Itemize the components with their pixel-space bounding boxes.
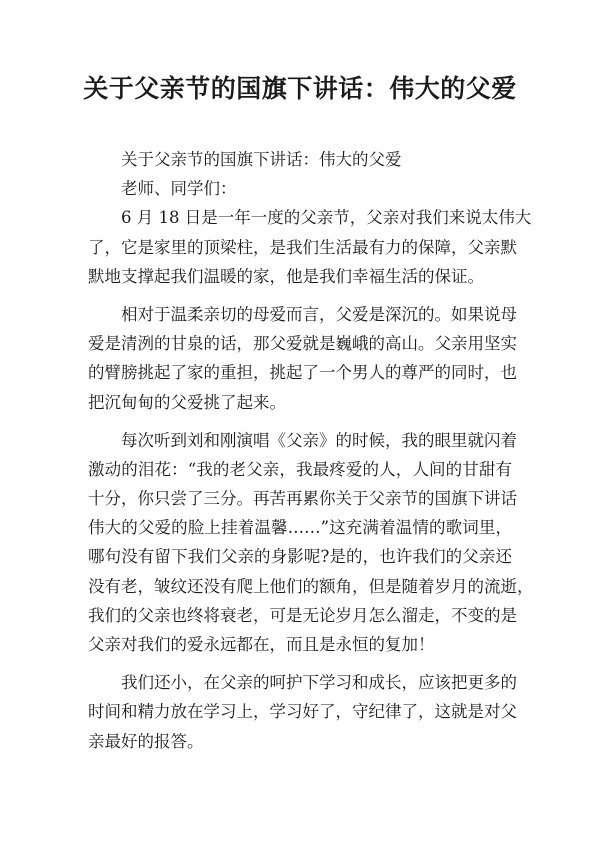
paragraph-line: 默地支撑起我们温暖的家，他是我们幸福生活的保证。 — [88, 266, 484, 286]
paragraph-3 — [88, 426, 534, 660]
paragraph-4 — [88, 668, 517, 756]
paragraph-line: 我们的父亲也终将衰老，可是无论岁月怎么溜走，不变的是 — [88, 605, 517, 625]
paragraph-2 — [88, 300, 517, 417]
paragraph-line: 亲最好的报答。 — [88, 731, 204, 751]
paragraph-line: 了，它是家里的顶梁柱，是我们生活最有力的保障，父亲默 — [88, 237, 517, 257]
paragraph-1 — [88, 203, 532, 291]
document-title: 关于父亲节的国旗下讲话：伟大的父爱 — [83, 74, 517, 103]
paragraph-line: 十分，你只尝了三分。再苦再累你关于父亲节的国旗下讲话 — [88, 489, 517, 509]
paragraph-line: 激动的泪花：“我的老父亲，我最疼爱的人，人间的甘甜有 — [88, 459, 512, 479]
paragraph-line: 的臂膀挑起了家的重担，挑起了一个男人的尊严的同时，也 — [88, 363, 517, 383]
document-body — [88, 145, 534, 756]
paragraph-line: 伟大的父爱的脸上挂着温馨……”这充满着温情的歌词里， — [88, 518, 512, 538]
paragraph-line: 6 月 18 日是一年一度的父亲节，父亲对我们来说太伟大 — [121, 208, 532, 228]
paragraph-line: 没有老，皱纹还没有爬上他们的额角，但是随着岁月的流逝， — [88, 576, 534, 596]
paragraph-line: 父亲对我们的爱永远都在，而且是永恒的复加！ — [88, 635, 435, 654]
paragraph-line: 爱是清洌的甘泉的话，那父爱就是巍峨的高山。父亲用坚实 — [88, 334, 517, 354]
paragraph-line: 每次听到刘和刚演唱《父亲》的时候，我的眼里就闪着 — [121, 430, 517, 450]
paragraph-line: 相对于温柔亲切的母爱而言，父爱是深沉的。如果说母 — [121, 304, 517, 324]
paragraph-line: 把沉甸甸的父爱挑了起来。 — [88, 392, 286, 412]
greeting-line: 老师、同学们： — [121, 179, 237, 199]
paragraph-line: 哪句没有留下我们父亲的身影呢?是的，也许我们的父亲还 — [88, 547, 512, 567]
document-subtitle: 关于父亲节的国旗下讲话：伟大的父爱 — [121, 150, 402, 169]
paragraph-line: 我们还小，在父亲的呵护下学习和成长，应该把更多的 — [121, 673, 517, 693]
paragraph-line: 时间和精力放在学习上，学习好了，守纪律了，这就是对父 — [88, 702, 517, 722]
